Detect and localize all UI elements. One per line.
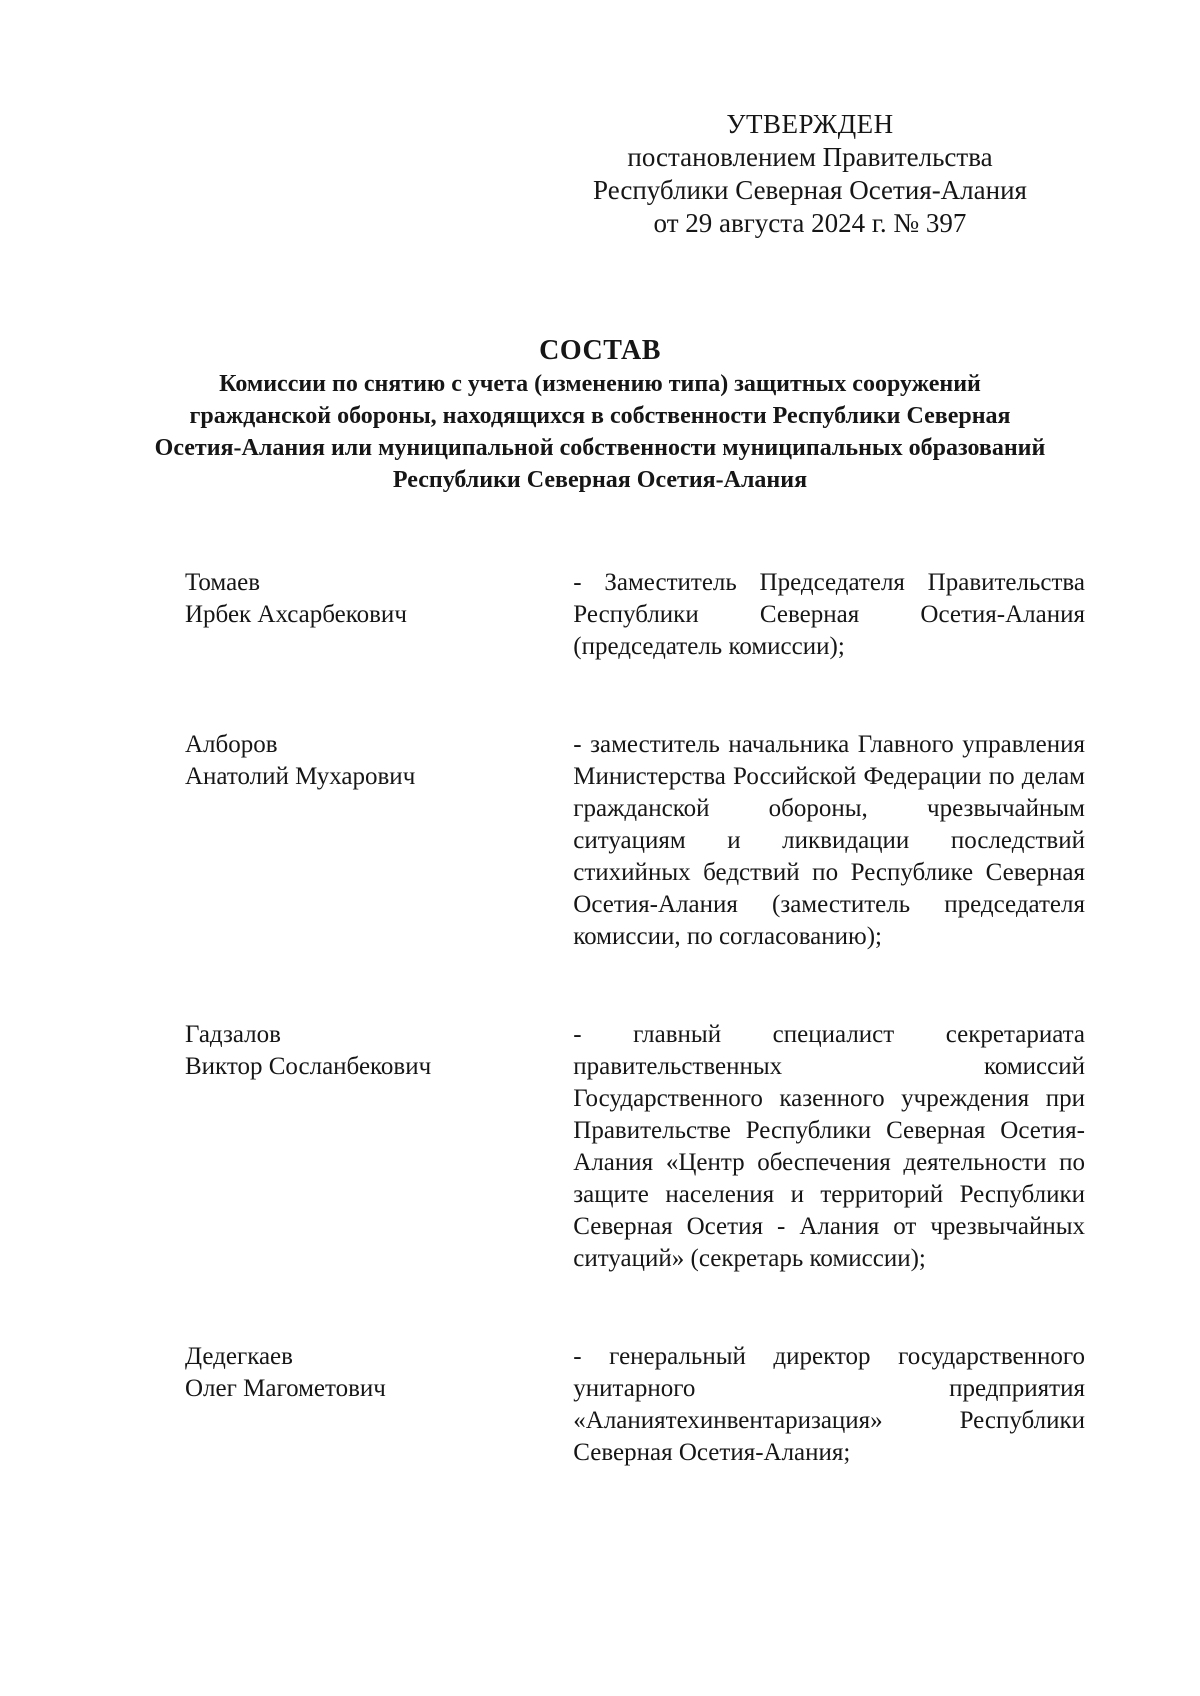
approval-block — [570, 108, 1050, 240]
member-given-names: Олег Магометович — [185, 1375, 386, 1402]
member-given-names: Анатолий Мухарович — [185, 763, 416, 790]
approval-line-2: Республики Северная Осетия-Алания — [593, 175, 1027, 205]
member-entry — [185, 567, 1085, 663]
members-list — [185, 567, 1085, 1469]
member-name — [185, 1019, 573, 1083]
member-role: - главный специалист секретариата правительственных комиссий Государственного казенного учреждения при Правительстве Республики Северная Осетия-Алания «Центр обеспечения деятельности по защите населения и территорий Республики Северная Осетия - Алания от чрезвычайных ситуаций» (секретарь комиссии); — [573, 1021, 1085, 1272]
approval-line-1: постановлением Правительства — [627, 142, 993, 172]
member-role: - заместитель начальника Главного управления Министерства Российской Федерации по делам гражданской обороны, чрезвычайным ситуациям и ликвидации последствий стихийных бедствий по Республике Северная Осетия-Алания (заместитель председателя комиссии, по согласованию); — [573, 731, 1085, 950]
member-surname: Алборов — [185, 731, 278, 758]
document-subtitle: Комиссии по снятию с учета (изменению типа) защитных сооружений гражданской обороны, находящихся в собственности Республики Северная Осетия-Алания или муниципальной собственности муниципальных образований Республики Северная Осетия-Алания — [154, 371, 1046, 493]
member-role: - Заместитель Председателя Правительства Республики Северная Осетия-Алания (председатель комиссии); — [573, 569, 1085, 660]
member-name — [185, 729, 573, 793]
member-role: - генеральный директор государственного унитарного предприятия «Аланиятехинвентаризация» Республики Северная Осетия-Алания; — [573, 1343, 1085, 1466]
member-given-names: Ирбек Ахсарбекович — [185, 601, 407, 628]
member-surname: Гадзалов — [185, 1021, 281, 1048]
member-given-names: Виктор Сосланбекович — [185, 1053, 432, 1080]
member-entry — [185, 1019, 1085, 1275]
member-name — [185, 567, 573, 631]
approval-stamp: УТВЕРЖДЕН — [726, 109, 894, 139]
member-entry — [185, 729, 1085, 953]
document-title: СОСТАВ — [539, 335, 661, 366]
member-surname: Томаев — [185, 569, 261, 596]
approval-line-3: от 29 августа 2024 г. № 397 — [653, 208, 967, 238]
member-name — [185, 1341, 573, 1405]
member-surname: Дедегкаев — [185, 1343, 293, 1370]
document-heading — [120, 334, 1080, 496]
member-entry — [185, 1341, 1085, 1469]
